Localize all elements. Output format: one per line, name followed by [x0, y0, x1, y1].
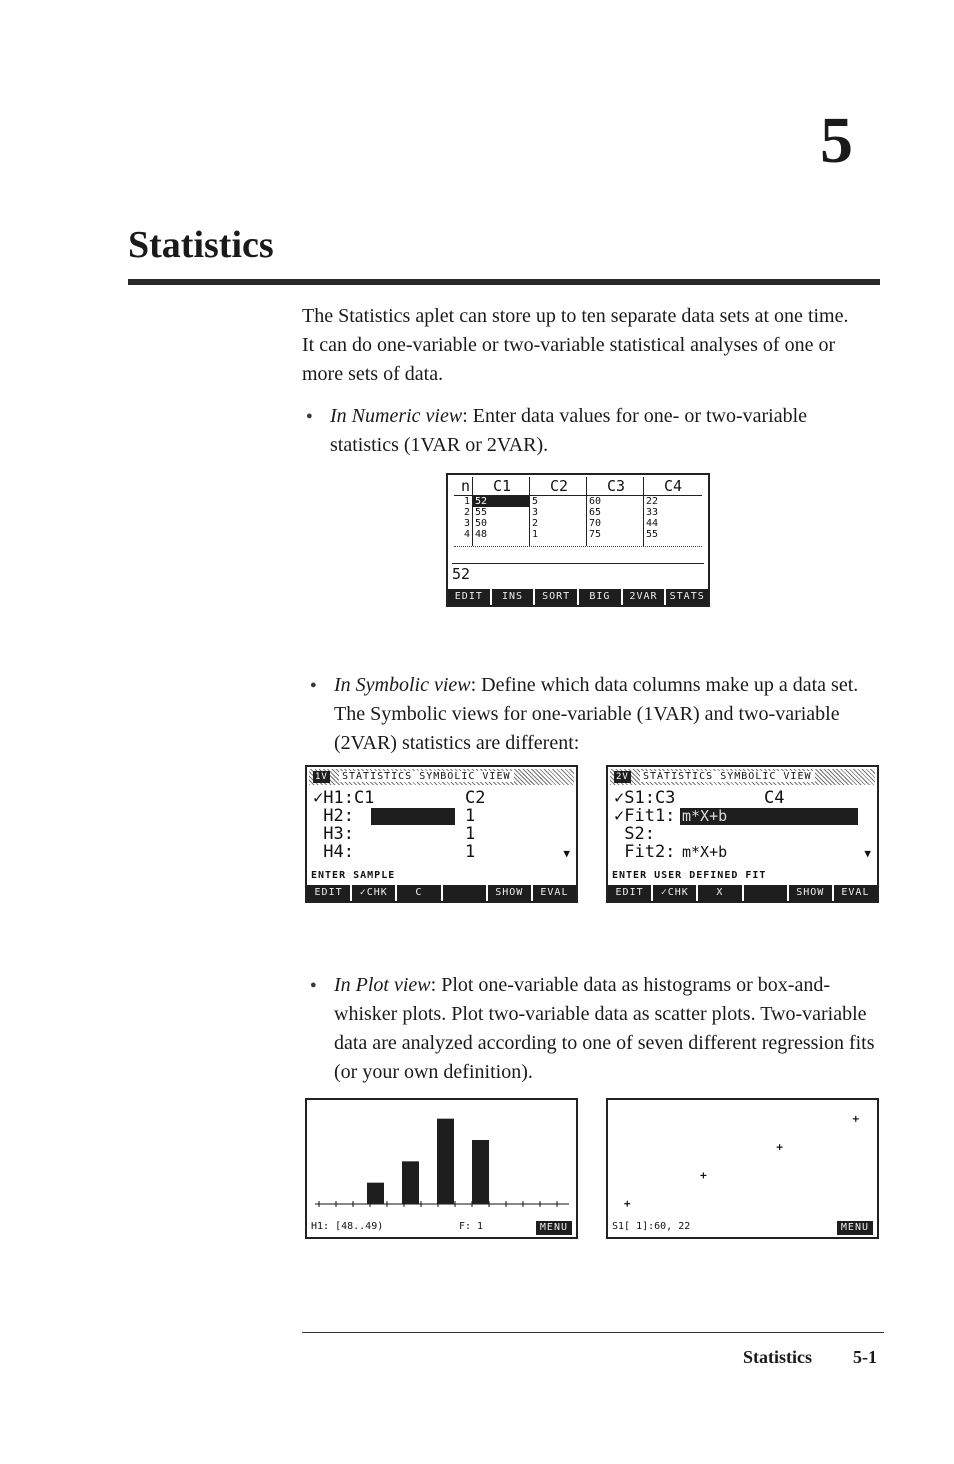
- softkey-eval[interactable]: EVAL: [533, 885, 576, 901]
- softkey-bar: [448, 589, 708, 605]
- sym-line-s1[interactable]: ✓S1:C3: [614, 788, 676, 808]
- sym-line-h1[interactable]: ✓H1:C1: [313, 788, 375, 808]
- bullet-text: : Plot one-variable data as histograms or box-and-whisker plots. Plot two-variable data as scatter plots. Two-variable data are analyzed according to one of seven different regression fits (or your own definition).: [334, 974, 875, 1083]
- header-c4: C4: [643, 477, 700, 495]
- sym-line-h2[interactable]: H2:: [313, 806, 354, 826]
- input-prompt: ENTER USER DEFINED FIT: [612, 870, 767, 881]
- sym-line-fit1[interactable]: ✓Fit1:: [614, 806, 676, 826]
- row-index: 1: [463, 496, 470, 507]
- scatter-point: [624, 1201, 630, 1207]
- intro-paragraph: The Statistics aplet can store up to ten separate data sets at one time. It can do one-variable or two-variable statistical analyses of one or more sets of data.: [302, 305, 849, 385]
- header-c2: C2: [529, 477, 586, 495]
- header-c1: C1: [472, 477, 529, 495]
- histogram-plot-screen: [305, 1098, 578, 1239]
- sym-value-h4: 1: [465, 842, 476, 862]
- bullet-numeric-view: [330, 402, 878, 460]
- softkey-edit[interactable]: EDIT: [608, 885, 651, 901]
- table-cell[interactable]: 65: [586, 507, 643, 518]
- aplet-badge: 1V: [315, 772, 328, 782]
- sym-line-fit2[interactable]: Fit2:: [614, 842, 676, 862]
- input-highlight[interactable]: [371, 808, 455, 825]
- softkey-bar: [608, 885, 877, 901]
- softkey-blank: [744, 885, 787, 901]
- title-rule: [128, 279, 880, 285]
- bullet-lead: In Symbolic view: [334, 674, 471, 696]
- table-row: [454, 518, 702, 529]
- plot-readout-bar: [311, 1219, 572, 1235]
- table-cell[interactable]: 55: [643, 529, 700, 540]
- row-index: 3: [463, 518, 470, 529]
- scatter-plot-screen: [606, 1098, 879, 1239]
- header-c3: C3: [586, 477, 643, 495]
- scatter-point-readout: S1[ 1]:60, 22: [612, 1221, 691, 1232]
- table-header: [454, 477, 702, 496]
- row-index: 2: [463, 507, 470, 518]
- scatter-point: [700, 1172, 706, 1178]
- table-cell[interactable]: 2: [529, 518, 586, 529]
- table-cell[interactable]: 3: [529, 507, 586, 518]
- table-cell[interactable]: 22: [643, 496, 700, 507]
- table-cell[interactable]: 50: [472, 518, 529, 529]
- sym-value-s1: C4: [764, 788, 785, 808]
- menu-button[interactable]: MENU: [536, 1221, 572, 1235]
- softkey-stats[interactable]: STATS: [666, 589, 708, 605]
- softkey-bar: [307, 885, 576, 901]
- histogram-bar: [402, 1161, 419, 1204]
- header-n: n: [460, 477, 470, 495]
- bullet-symbolic-view: [334, 671, 882, 758]
- chapter-title: Statistics: [128, 224, 274, 266]
- row-index: 4: [463, 529, 470, 540]
- table-cell[interactable]: 5: [529, 496, 586, 507]
- table-cell[interactable]: 48: [472, 529, 529, 540]
- input-prompt: ENTER SAMPLE: [311, 870, 396, 881]
- scroll-down-icon[interactable]: ▼: [864, 847, 871, 860]
- scatter-point: [777, 1144, 783, 1150]
- softkey-sort[interactable]: SORT: [535, 589, 577, 605]
- footer-rule: [302, 1332, 884, 1333]
- table-cell-selected[interactable]: 52: [472, 496, 529, 507]
- softkey-show[interactable]: SHOW: [789, 885, 832, 901]
- histogram-bar: [437, 1119, 454, 1204]
- sym-line-s2[interactable]: S2:: [614, 824, 655, 844]
- bullet-text: : Enter data values for one- or two-variable statistics (1VAR or 2VAR).: [330, 405, 808, 456]
- softkey-x[interactable]: X: [698, 885, 741, 901]
- footer-page-number: 5-1: [853, 1347, 877, 1367]
- softkey-edit[interactable]: EDIT: [448, 589, 490, 605]
- scatter-point: [853, 1116, 859, 1122]
- sym-value-h3: 1: [465, 824, 476, 844]
- footer-section: Statistics: [743, 1347, 812, 1367]
- table-cell[interactable]: 75: [586, 529, 643, 540]
- histogram-bin-readout: H1: [48..49): [311, 1221, 384, 1232]
- aplet-badge: 2V: [616, 772, 629, 782]
- numeric-view-screen: [446, 473, 710, 607]
- table-cell[interactable]: 44: [643, 518, 700, 529]
- table-cell[interactable]: 33: [643, 507, 700, 518]
- chapter-number: 5: [820, 104, 853, 177]
- histogram-bar: [472, 1140, 489, 1204]
- softkey-ins[interactable]: INS: [492, 589, 534, 605]
- table-cell[interactable]: 60: [586, 496, 643, 507]
- symbolic-2var-screen: [606, 765, 879, 903]
- histogram-bar: [367, 1183, 384, 1204]
- sym-value-fit1[interactable]: m*X+b: [680, 808, 858, 825]
- sym-line-h4[interactable]: H4:: [313, 842, 354, 862]
- scroll-down-icon[interactable]: ▼: [563, 847, 570, 860]
- table-row: [454, 507, 702, 518]
- screen-title: STATISTICS SYMBOLIC VIEW: [339, 771, 514, 782]
- menu-button[interactable]: MENU: [837, 1221, 873, 1235]
- edit-line-divider: [452, 563, 704, 564]
- sym-line-h3[interactable]: H3:: [313, 824, 354, 844]
- table-cell[interactable]: 70: [586, 518, 643, 529]
- softkey-big[interactable]: BIG: [579, 589, 621, 605]
- screen-titlebar: [309, 769, 574, 785]
- histogram-frequency-readout: F: 1: [459, 1221, 484, 1232]
- bullet-lead: In Numeric view: [330, 405, 463, 427]
- scatter-chart: [608, 1100, 877, 1218]
- bullet-plot-view: [334, 971, 880, 1087]
- table-cell[interactable]: 1: [529, 529, 586, 540]
- numeric-table: [454, 477, 702, 555]
- softkey-blank: [443, 885, 486, 901]
- sym-value-h2: 1: [465, 806, 476, 826]
- sym-value-fit2: m*X+b: [682, 843, 728, 861]
- softkey-c[interactable]: C: [397, 885, 440, 901]
- softkey-eval[interactable]: EVAL: [834, 885, 877, 901]
- table-cell[interactable]: 55: [472, 507, 529, 518]
- sym-value-h1: C2: [465, 788, 486, 808]
- softkey-edit[interactable]: EDIT: [307, 885, 350, 901]
- edit-line[interactable]: 52: [452, 565, 471, 583]
- bullet-lead: In Plot view: [334, 974, 431, 996]
- softkey-2var[interactable]: 2VAR: [623, 589, 665, 605]
- plot-readout-bar: [612, 1219, 873, 1235]
- screen-titlebar: [610, 769, 875, 785]
- histogram-chart: [307, 1100, 576, 1218]
- table-row: [454, 496, 702, 507]
- softkey-chk[interactable]: ✓CHK: [352, 885, 395, 901]
- table-end-row: [454, 540, 702, 547]
- softkey-show[interactable]: SHOW: [488, 885, 531, 901]
- bullet-text: : Define which data columns make up a data set. The Symbolic views for one-variable (1VAR) and two-variable (2VAR) statistics are different:: [334, 674, 859, 754]
- table-row: [454, 529, 702, 540]
- softkey-chk[interactable]: ✓CHK: [653, 885, 696, 901]
- screen-title: STATISTICS SYMBOLIC VIEW: [640, 771, 815, 782]
- symbolic-1var-screen: [305, 765, 578, 903]
